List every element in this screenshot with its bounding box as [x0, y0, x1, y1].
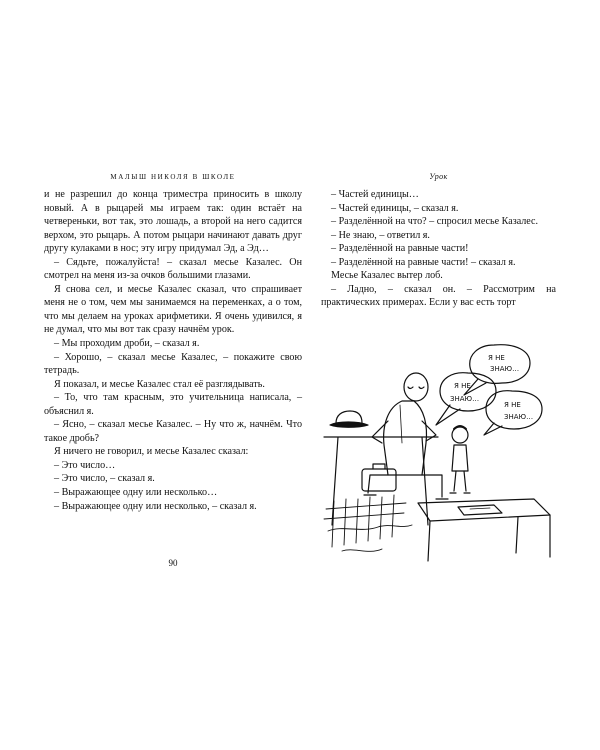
- briefcase-icon: [362, 464, 396, 491]
- speech-bubble-3: [484, 391, 542, 435]
- running-head-right: Урок: [429, 172, 448, 181]
- fence-scribble: [324, 495, 412, 551]
- bubble-2-line1: Я НЕ: [454, 382, 471, 390]
- hat-icon: [330, 411, 368, 427]
- page-number: 90: [168, 558, 178, 568]
- paragraph: Я снова сел, и месье Казалес сказал, что спрашивает меня не о том, чем мы занимаемся на переменках, а о том, что мы делаем на уроках арифметики. Я очень удивился, я не думал, что мы вот так сразу начнём урок.: [44, 283, 302, 336]
- notebook-icon: [458, 505, 502, 515]
- paragraph: – Сядьте, пожалуйста! – сказал месье Казалес. Он смотрел на меня из-за очков большими глазами.: [44, 256, 302, 282]
- paragraph: – Ладно, – сказал он. – Рассмотрим на практических примерах. Если у вас есть торт: [321, 283, 556, 309]
- paragraph: – Это число…: [54, 459, 116, 471]
- paragraph: Месье Казалес вытер лоб.: [331, 270, 443, 282]
- paragraph: Я показал, и месье Казалес стал её разглядывать.: [54, 378, 265, 390]
- paragraph: – Выражающее одну или несколько…: [54, 487, 218, 499]
- paragraph: – Частей единицы…: [331, 189, 419, 200]
- paragraph: – Мы проходим дроби, – сказал я.: [54, 338, 200, 350]
- running-head-left: МАЛЫШ НИКОЛЯ В ШКОЛЕ: [110, 173, 236, 181]
- paragraph: – Это число, – сказал я.: [54, 473, 155, 485]
- right-page-text: [321, 188, 556, 310]
- bubble-1-line2: ЗНАЮ…: [490, 365, 520, 373]
- desk-icon: [418, 499, 550, 561]
- right-page: [321, 170, 556, 310]
- paragraph: Я ничего не говорил, и месье Казалес сказал:: [54, 446, 249, 458]
- paragraph: – Разделённой на равные части!: [331, 243, 469, 255]
- paragraph: – Разделённой на что? – спросил месье Казалес.: [331, 216, 539, 228]
- paragraph: – То, что там красным, это учительница написала, – объяснил я.: [44, 392, 302, 417]
- paragraph: – Хорошо, – сказал месье Казалес, – покажите свою тетрадь.: [44, 351, 302, 377]
- speech-bubble-1: [464, 345, 530, 395]
- bubble-2-line2: ЗНАЮ…: [450, 395, 480, 403]
- bubble-3-line2: ЗНАЮ…: [504, 413, 534, 421]
- paragraph: – Частей единицы, – сказал я.: [331, 202, 459, 214]
- illustration-lesson-drawing: [318, 325, 558, 570]
- teacher-figure: [364, 373, 448, 499]
- paragraph: – Выражающее одну или несколько, – сказал я.: [54, 500, 257, 512]
- left-page: [44, 170, 302, 513]
- speech-bubble-2: [436, 373, 496, 425]
- paragraph: – Не знаю, – ответил я.: [331, 229, 430, 241]
- lesson-drawing: [318, 325, 558, 570]
- paragraph: – Разделённой на равные части! – сказал я.: [331, 256, 516, 268]
- boy-figure: [450, 426, 470, 493]
- paragraph: и не разрешил до конца триместра приносить в школу новый. А в рыцарей мы играем так: один встаёт на четвереньки, вот так, это лошадь, а второй на него садится верхом, это рыцарь. А потом рыцари начинают давать друг другу кулаками в нос; эту игру придумал Эд, а Эд…: [44, 189, 302, 255]
- paragraph: – Ясно, – сказал месье Казалес. – Ну что ж, начнём. Что такое дробь?: [44, 419, 302, 444]
- bubble-1-line1: Я НЕ: [488, 354, 505, 362]
- bubble-3-line1: Я НЕ: [504, 401, 521, 409]
- left-page-text: [44, 188, 302, 513]
